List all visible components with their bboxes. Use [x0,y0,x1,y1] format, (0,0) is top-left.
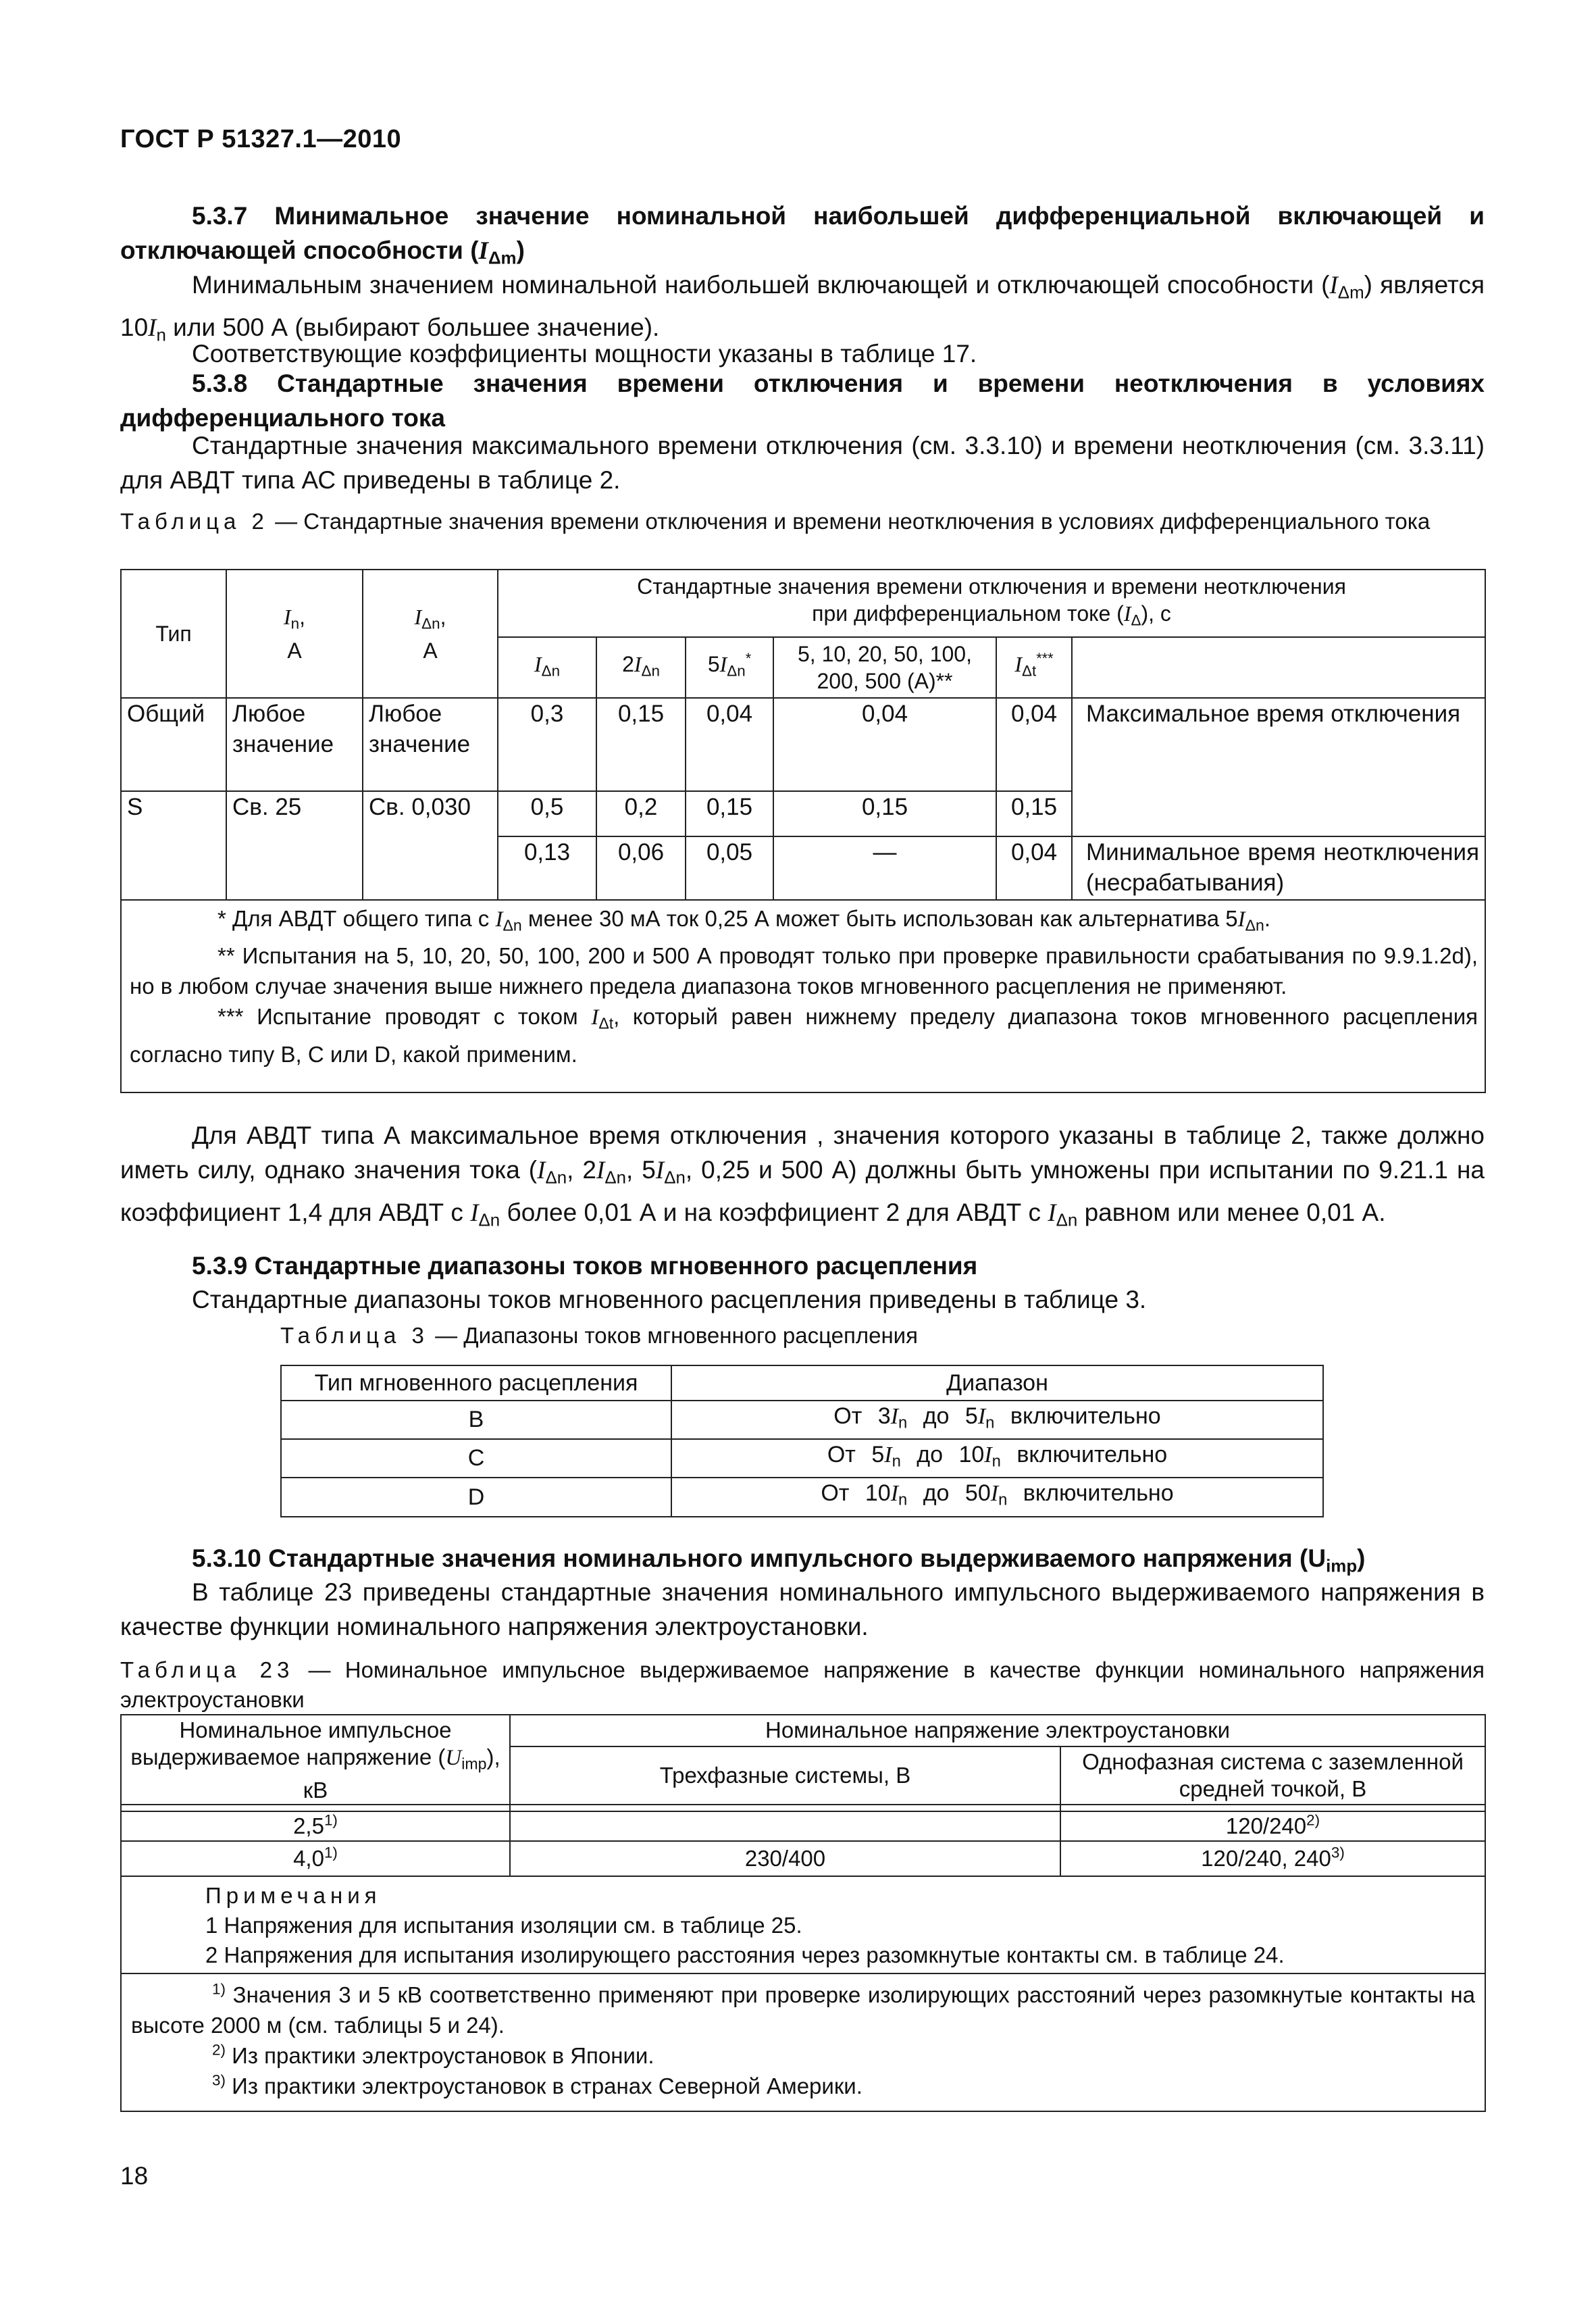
table-2-subheader-5idn: $5I_{\Delta n}^*$ [686,637,773,698]
table-23-notes-title: Примечания [205,1883,382,1909]
table-2-cell-idn: Любое значение [363,698,498,791]
table-row [281,1439,1323,1478]
table-23-footnote-1: $^{1)}$ Значения 3 и 5 кВ соответственно применяют при проверке изолирующих расстояний через разомкнутые контакты на высоте 2000 м (см. таблицы 5 и 24). [131,1981,1475,2038]
table-2-cell-v2: 0,15 [596,698,686,791]
page-number: 18 [120,2162,149,2190]
table-23-cell-single-phase: 120/240, 240$^{3)}$ [1060,1841,1485,1876]
section-5-3-7-paragraph-1: Минимальным значением номинальной наибольшей включающей и отключающей способности $(I_{\Delta m})$ является $10I_n$ или 500 А (выбирают большее значение). [120,271,1485,345]
table-2-subheader-2idn: $2I_{\Delta n}$ [596,637,686,698]
type-a-paragraph: Для АВДТ типа А максимальное время отключения , значения которого указаны в таблице 2, также должно иметь силу, однако значения тока ($I_{\Delta n}$, $2I_{\Delta n}$, $5I_{\Delta n}$, 0,25 и 500 А) должны быть умножены при испытании по 9.21.1 на коэффициент 1,4 для АВДТ с $I_{\Delta n}$ более 0,01 А и на коэффициент 2 для АВДТ с $I_{\Delta n}$ равном или менее 0,01 А. [120,1122,1485,1230]
table-23-header-group: Номинальное напряжение электроустановки [510,1715,1485,1746]
table-23 [120,1714,1486,2112]
table-2-cell-type: Общий [121,698,226,791]
table-2-footnote-1: * Для АВДТ общего типа с $I_{\Delta n}$ менее 30 мА ток 0,25 А может быть использован как альтернатива $5I_{\Delta n}$. [217,906,1271,934]
table-23-notes [121,1876,1485,1973]
table-23-caption: Таблица 23 — Номинальное импульсное выдерживаемое напряжение в качестве функции номинального напряжения электроустановки [120,1657,1485,1712]
table-2-subheader-5-500a: 5, 10, 20, 50, 100, 200, 500 (А)** [773,637,996,698]
table-2-footnote-2: ** Испытания на 5, 10, 20, 50, 100, 200 и 500 А проводят только при проверке правильности срабатывания по 9.9.1.2d), но в любом случае значения выше нижнего предела диапазона токов мгновенного расцепления не применяют. [130,943,1478,999]
table-23-cell-impulse: 4,0$^{1)}$ [121,1841,510,1876]
table-2-footnotes [121,900,1485,1092]
table-23-spacer [510,1805,1060,1811]
table-2-subheader-idt: $I_{\Delta t}^{***}$ [996,637,1072,698]
table-2-cell-desc-min: Минимальное время неотключения (несрабатывания) [1072,836,1485,900]
table-3-header-type: Тип мгновенного расцепления [281,1365,671,1401]
table-3-cell-type: B [281,1401,671,1439]
table-2-cell-v5: 0,15 [996,791,1072,836]
table-2-cell-v3: 0,04 [686,698,773,791]
table-23-spacer [121,1805,510,1811]
table-row [281,1478,1323,1517]
table-2-subheader-blank [1072,637,1485,698]
table-3-cell-range: От $5I_n$ до $10I_n$ включительно [671,1439,1323,1478]
section-5-3-9-heading: 5.3.9 Стандартные диапазоны токов мгновенного расцепления [192,1252,978,1280]
table-23-footnote-2: $^{2)}$ Из практики электроустановок в Японии. [212,2042,654,2069]
table-2-cell-in: Св. 25 [226,791,363,900]
table-2-subheader-idn: $I_{\Delta n}$ [498,637,596,698]
table-23-header-single-phase: Однофазная система с заземленной средней точкой, В [1060,1746,1485,1805]
table-2-cell-v2: 0,06 [596,836,686,900]
table-2-cell-v5: 0,04 [996,698,1072,791]
table-23-cell-single-phase: 120/240$^{2)}$ [1060,1811,1485,1841]
table-2-cell-v4: — [773,836,996,900]
section-5-3-8-paragraph: Стандартные значения максимального времени отключения (см. 3.3.10) и времени неотключения (см. 3.3.11) для АВДТ типа АС приведены в таблице 2. [120,432,1485,494]
table-3-cell-type: D [281,1478,671,1517]
table-23-footnote-3: $^{3)}$ Из практики электроустановок в странах Северной Америки. [212,2072,863,2099]
table-23-footnotes [121,1973,1485,2111]
table-2-caption: Таблица 2 — Стандартные значения времени отключения и времени неотключения в условиях дифференциального тока [120,509,1431,534]
table-2-footnote-3: *** Испытание проводят с током $I_{\Delta t}$, который равен нижнему пределу диапазона токов мгновенного расцепления согласно типу B, C или D, какой применим. [130,1004,1478,1067]
table-row [121,1841,1485,1876]
table-2-cell-v3: 0,05 [686,836,773,900]
table-23-spacer [1060,1805,1485,1811]
table-2-cell-desc-max: Максимальное время отключения [1072,698,1485,836]
table-2-cell-idn: Св. 0,030 [363,791,498,900]
section-5-3-9-paragraph: Стандартные диапазоны токов мгновенного расцепления приведены в таблице 3. [192,1286,1147,1313]
table-2-header-group: Стандартные значения времени отключения и времени неотключения при дифференциальном токе $(I_\Delta)$, с [498,570,1485,637]
table-3-header-range: Диапазон [671,1365,1323,1401]
table-2-cell-v4: 0,15 [773,791,996,836]
table-23-note-2: 2 Напряжения для испытания изолирующего расстояния через разомкнутые контакты см. в таблице 24. [205,1942,1285,1968]
table-23-cell-three-phase [510,1811,1060,1841]
table-23-cell-impulse: 2,5$^{1)}$ [121,1811,510,1841]
table-2-header-idn: $I_{\Delta n}$, А [363,570,498,698]
table-3 [280,1365,1324,1517]
section-5-3-10-paragraph: В таблице 23 приведены стандартные значения номинального импульсного выдерживаемого напряжения в качестве функции номинального напряжения электроустановки. [120,1578,1485,1640]
table-2-cell-type: S [121,791,226,900]
section-5-3-7-paragraph-2: Соответствующие коэффициенты мощности указаны в таблице 17. [192,340,977,368]
table-2-cell-in: Любое значение [226,698,363,791]
table-3-caption: Таблица 3 — Диапазоны токов мгновенного расцепления [280,1323,918,1348]
table-2-cell-v4: 0,04 [773,698,996,791]
table-2-cell-v1: 0,13 [498,836,596,900]
table-2-header-in: $I_n$, А [226,570,363,698]
table-3-cell-range: От $10I_n$ до $50I_n$ включительно [671,1478,1323,1517]
table-23-header-three-phase: Трехфазные системы, В [510,1746,1060,1805]
table-row [121,698,1485,791]
table-23-cell-three-phase: 230/400 [510,1841,1060,1876]
table-2-header-type: Тип [121,570,226,698]
table-23-header-impulse: Номинальное импульсное выдерживаемое напряжение $(U_{imp})$, кВ [121,1715,510,1805]
standard-header: ГОСТ Р 51327.1—2010 [120,125,402,153]
table-3-cell-type: C [281,1439,671,1478]
table-2-cell-v2: 0,2 [596,791,686,836]
table-2-cell-v1: 0,3 [498,698,596,791]
table-2 [120,569,1486,1093]
section-5-3-10-heading: 5.3.10 Стандартные значения номинального импульсного выдерживаемого напряжения $(U_{imp})$ [192,1544,1366,1576]
table-2-cell-v5: 0,04 [996,836,1072,900]
section-5-3-8-heading: 5.3.8 Стандартные значения времени отключения и времени неотключения в условиях дифференциального тока [120,370,1485,432]
table-23-note-1: 1 Напряжения для испытания изоляции см. в таблице 25. [205,1913,802,1938]
table-2-cell-v1: 0,5 [498,791,596,836]
table-2-cell-v3: 0,15 [686,791,773,836]
table-row [281,1401,1323,1439]
section-5-3-7-heading: 5.3.7 Минимальное значение номинальной наибольшей дифференциальной включающей и отключающей способности $(I_{\Delta m})$ [120,202,1485,268]
table-3-cell-range: От $3I_n$ до $5I_n$ включительно [671,1401,1323,1439]
table-row [121,1811,1485,1841]
